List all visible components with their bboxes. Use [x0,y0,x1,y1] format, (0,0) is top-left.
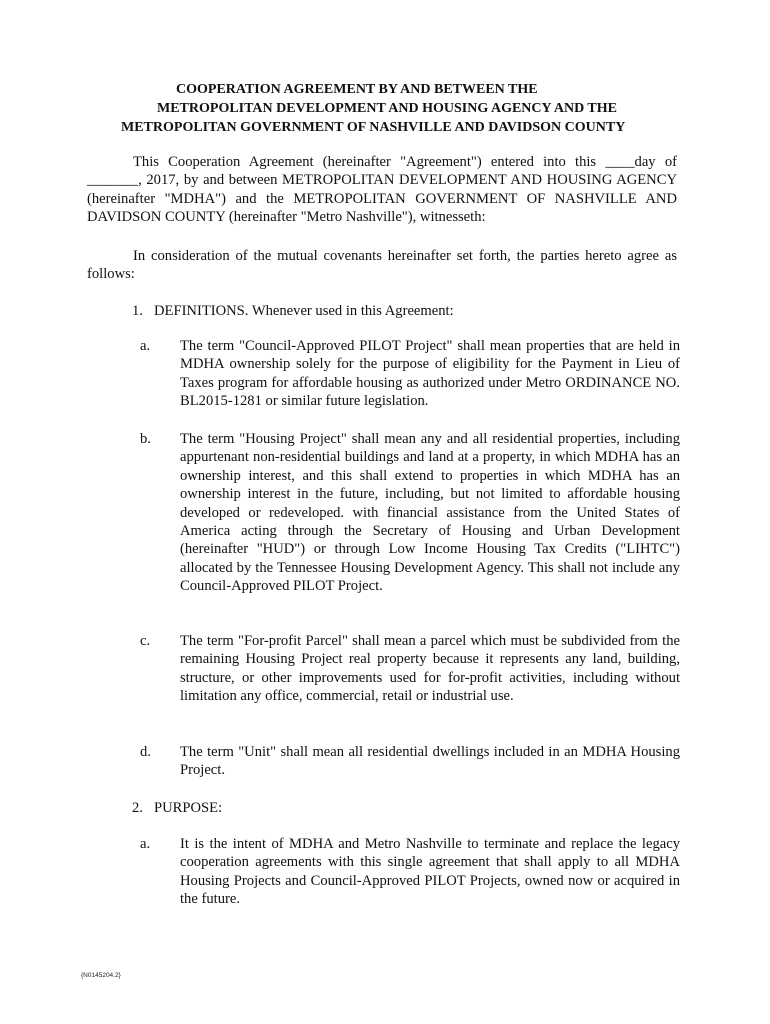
section-heading-text: DEFINITIONS. Whenever used in this Agreement: [154,303,454,319]
section-number: 1. [132,303,143,319]
definition-item-b [140,430,680,596]
item-text: The term "Council-Approved PILOT Project" shall mean properties that are held in MDHA ownership solely for the purpose of eligibility for the Payment in Lieu of Taxes program for affordable housing as authorized under Metro ORDINANCE NO. BL2015-1281 or similar future legislation. [180,338,680,410]
intro-text: This Cooperation Agreement (hereinafter "Agreement") entered into this ____day of _______, 2017, by and between METROPOLITAN DEVELOPMENT AND HOUSING AGENCY (hereinafter "MDHA") and the METROPOLITAN GOVERNMENT OF NASHVILLE AND DAVIDSON COUNTY (hereinafter "Metro Nashville"), witnesseth: [87,154,677,226]
intro-paragraph [87,153,677,227]
item-label: a. [140,338,151,354]
title-line-3: METROPOLITAN GOVERNMENT OF NASHVILLE AND DAVIDSON COUNTY [121,120,626,135]
definition-item-a [140,337,680,411]
document-title [0,80,770,137]
section-heading-text: PURPOSE: [154,800,223,816]
definition-item-c [140,632,680,706]
section-heading-purpose [132,799,222,817]
item-text: The term "Housing Project" shall mean any and all residential properties, including appurtenant non-residential buildings and land at a property, in which MDHA has an ownership interest, and this shall extend to properties in which MDHA has an ownership interest in the future, including, but not limited to affordable housing developed or redeveloped. with financial assistance from the United States of America acting through the Secretary of Housing and Urban Development (hereinafter "HUD") or through Low Income Housing Tax Credits ("LIHTC") allocated by the Tennessee Housing Development Agency. This shall not include any Council-Approved PILOT Project. [180,431,680,595]
item-text: The term "For-profit Parcel" shall mean a parcel which must be subdivided from the remaining Housing Project real property because it represents any land, building, structure, or other improvements used for for-profit activities, including without limitation any office, commercial, retail or industrial use. [180,633,680,705]
definition-item-d [140,743,680,780]
title-line-2: METROPOLITAN DEVELOPMENT AND HOUSING AGENCY AND THE [157,101,617,116]
document-footer-code: {N0145204.2} [81,972,121,979]
section-heading-definitions [132,302,454,320]
item-label: d. [140,744,151,760]
purpose-item-a [140,835,680,909]
item-label: c. [140,633,151,649]
consideration-paragraph [87,247,677,284]
item-text: The term "Unit" shall mean all residential dwellings included in an MDHA Housing Project. [180,744,680,779]
title-line-1: COOPERATION AGREEMENT BY AND BETWEEN THE [176,82,538,97]
item-label: b. [140,431,151,447]
consideration-text: In consideration of the mutual covenants hereinafter set forth, the parties hereto agree as follows: [87,248,677,283]
item-label: a. [140,836,151,852]
section-number: 2. [132,800,143,816]
item-text: It is the intent of MDHA and Metro Nashville to terminate and replace the legacy cooperation agreements with this single agreement that shall apply to all MDHA Housing Projects and Council-Approved PILOT Projects, owned now or acquired in the future. [180,836,680,908]
